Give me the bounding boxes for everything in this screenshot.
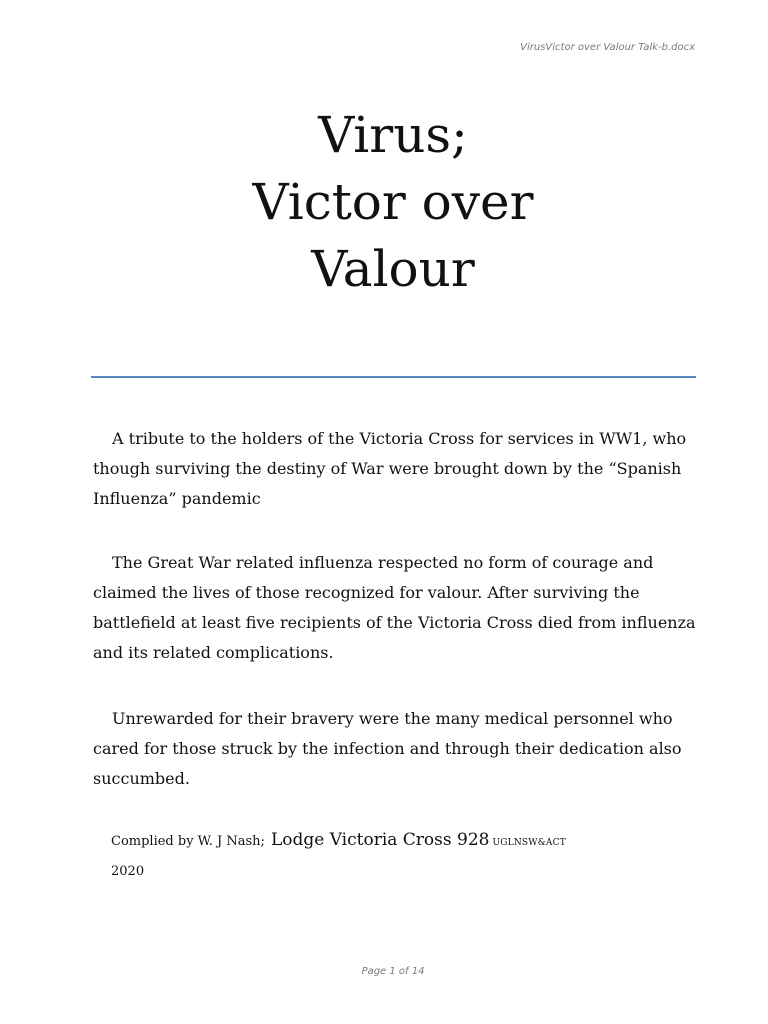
compiled-by: Complied by W. J Nash; — [111, 834, 265, 849]
credit-year: 2020 — [111, 864, 145, 879]
grand-lodge: UGLNSW&ACT — [492, 838, 566, 848]
medical-personnel-paragraph: Unrewarded for their bravery were the many medical personnel who cared for those struck by the infection and through their dedication also succumbed. — [93, 709, 682, 788]
title-line-3: Valour — [311, 240, 475, 298]
influenza-paragraph: The Great War related influenza respected no form of courage and claimed the lives of those recognized for valour. After surviving the battlefield at least five recipients of the Victoria Cross died from influenza and its related complications. — [93, 553, 696, 662]
document-title — [0, 102, 768, 303]
title-line-2: Victor over — [252, 173, 534, 231]
title-line-1: Virus; — [318, 106, 468, 164]
page-number: Page 1 of 14 — [361, 966, 425, 977]
intro-paragraph: A tribute to the holders of the Victoria Cross for services in WW1, who though surviving the destiny of War were brought down by the “Spanish Influenza” pandemic — [93, 429, 687, 508]
lodge-name: Lodge Victoria Cross 928 — [270, 830, 490, 850]
compiler-credit — [111, 830, 566, 850]
title-divider — [91, 376, 696, 378]
document-filename: VirusVictor over Valour Talk-b.docx — [520, 42, 695, 53]
